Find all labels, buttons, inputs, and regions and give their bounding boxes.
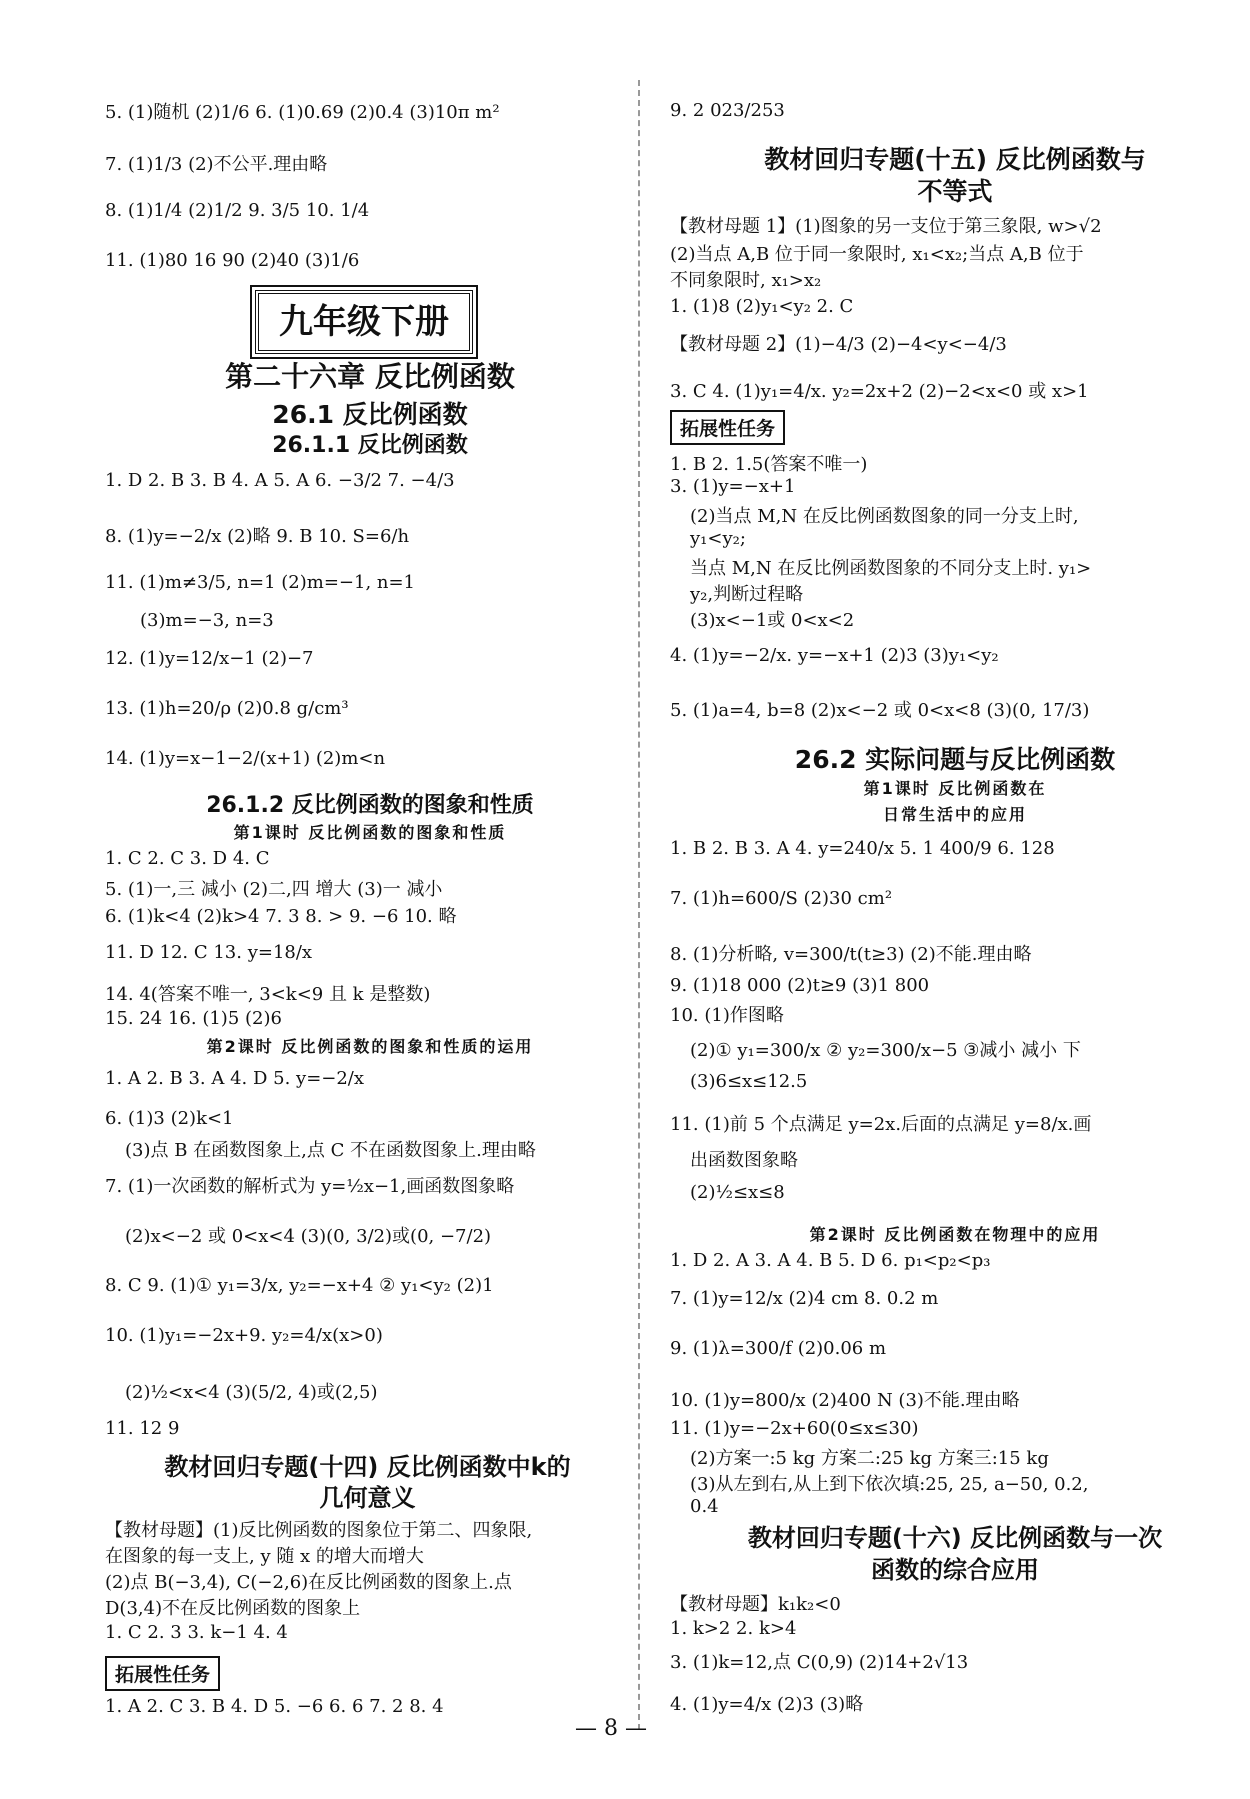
section-title: 26.1 反比例函数: [272, 400, 468, 429]
lesson-title: 第1课时 反比例函数的图象和性质: [233, 823, 507, 842]
answer-line: 1. k>2 2. k>4: [670, 1618, 797, 1639]
subsection-title: 26.1.2 反比例函数的图象和性质: [206, 793, 534, 818]
answer-line: (2)当点 A,B 位于同一象限时, x₁<x₂;当点 A,B 位于: [670, 244, 1084, 265]
answer-line: 5. (1)a=4, b=8 (2)x<−2 或 0<x<8 (3)(0, 17/3): [670, 700, 1090, 721]
answer-line: 【教材母题 1】(1)图象的另一支位于第三象限, w>√2: [670, 216, 1102, 237]
answer-line: 不同象限时, x₁>x₂: [670, 270, 822, 291]
answer-line: 5. (1)一,三 减小 (2)二,四 增大 (3)一 减小: [105, 879, 443, 900]
answer-line: (2)½≤x≤8: [690, 1182, 785, 1203]
answer-line: 15. 24 16. (1)5 (2)6: [105, 1008, 282, 1029]
answer-line: 1. (1)8 (2)y₁<y₂ 2. C: [670, 296, 854, 317]
topic-title: 几何意义: [319, 1484, 416, 1512]
answer-line: y₂,判断过程略: [690, 584, 804, 605]
answer-line: 10. (1)作图略: [670, 1005, 784, 1026]
topic-title: 教材回归专题(十四) 反比例函数中k的: [164, 1453, 571, 1481]
answer-line: 1. C 2. C 3. D 4. C: [105, 848, 270, 869]
answer-line: 1. C 2. 3 3. k−1 4. 4: [105, 1622, 288, 1643]
answer-line: 6. (1)k<4 (2)k>4 7. 3 8. > 9. −6 10. 略: [105, 906, 457, 927]
answer-line: 4. (1)y=−2/x. y=−x+1 (2)3 (3)y₁<y₂: [670, 645, 999, 666]
lesson-title: 第1课时 反比例函数在: [863, 779, 1047, 798]
answer-line: 1. B 2. B 3. A 4. y=240/x 5. 1 400/9 6. 128: [670, 838, 1055, 859]
answer-line: (2)当点 M,N 在反比例函数图象的同一分支上时,: [690, 506, 1079, 527]
answer-line: 9. 2 023/253: [670, 100, 785, 121]
answer-line: 【教材母题 2】(1)−4/3 (2)−4<y<−4/3: [670, 334, 1007, 355]
answer-line: 7. (1)一次函数的解析式为 y=½x−1,画函数图象略: [105, 1176, 515, 1197]
answer-line: 10. (1)y=800/x (2)400 N (3)不能.理由略: [670, 1390, 1020, 1411]
answer-line: 14. (1)y=x−1−2/(x+1) (2)m<n: [105, 748, 386, 769]
answer-line: 3. (1)k=12,点 C(0,9) (2)14+2√13: [670, 1652, 969, 1673]
answer-line: 9. (1)18 000 (2)t≥9 (3)1 800: [670, 975, 930, 996]
answer-line: (3)点 B 在函数图象上,点 C 不在函数图象上.理由略: [125, 1140, 536, 1161]
answer-line: 9. (1)λ=300/f (2)0.06 m: [670, 1338, 887, 1359]
answer-line: 8. (1)y=−2/x (2)略 9. B 10. S=6/h: [105, 526, 410, 547]
answer-line: (2)x<−2 或 0<x<4 (3)(0, 3/2)或(0, −7/2): [125, 1226, 492, 1247]
topic-title: 不等式: [917, 177, 993, 206]
answer-line: 14. 4(答案不唯一, 3<k<9 且 k 是整数): [105, 984, 431, 1005]
chapter-title: 第二十六章 反比例函数: [225, 360, 515, 393]
answer-line: 4. (1)y=4/x (2)3 (3)略: [670, 1694, 864, 1715]
answer-line: 1. A 2. B 3. A 4. D 5. y=−2/x: [105, 1068, 365, 1089]
answer-line: 11. D 12. C 13. y=18/x: [105, 942, 313, 963]
answer-line: (3)从左到右,从上到下依次填:25, 25, a−50, 0.2,: [690, 1474, 1089, 1495]
answer-line: 1. D 2. B 3. B 4. A 5. A 6. −3/2 7. −4/3: [105, 470, 455, 491]
answer-line: (3)m=−3, n=3: [140, 610, 274, 631]
answer-line: 3. (1)y=−x+1: [670, 476, 796, 497]
answer-line: 7. (1)1/3 (2)不公平.理由略: [105, 154, 328, 175]
answer-line: (2)点 B(−3,4), C(−2,6)在反比例函数的图象上.点: [105, 1572, 512, 1593]
subsection-title: 26.1.1 反比例函数: [272, 433, 468, 458]
answer-line: 13. (1)h=20/ρ (2)0.8 g/cm³: [105, 698, 349, 719]
lesson-title: 第2课时 反比例函数在物理中的应用: [809, 1225, 1101, 1244]
answer-line: 【教材母题】(1)反比例函数的图象位于第二、四象限,: [105, 1520, 533, 1541]
answer-line: 11. (1)前 5 个点满足 y=2x.后面的点满足 y=8/x.画: [670, 1114, 1092, 1135]
answer-line: 1. A 2. C 3. B 4. D 5. −6 6. 6 7. 2 8. 4: [105, 1696, 444, 1717]
answer-line: 3. C 4. (1)y₁=4/x. y₂=2x+2 (2)−2<x<0 或 x>1: [670, 381, 1089, 402]
grade-title: 九年级下册: [255, 290, 473, 354]
lesson-title: 第2课时 反比例函数的图象和性质的运用: [206, 1037, 534, 1056]
answer-line: y₁<y₂;: [690, 528, 746, 549]
answer-line: (3)x<−1或 0<x<2: [690, 610, 855, 631]
answer-line: 7. (1)y=12/x (2)4 cm 8. 0.2 m: [670, 1288, 939, 1309]
answer-line: 8. C 9. (1)① y₁=3/x, y₂=−x+4 ② y₁<y₂ (2)1: [105, 1275, 494, 1296]
page-number: — 8 —: [575, 1716, 647, 1741]
answer-line: 【教材母题】k₁k₂<0: [670, 1594, 841, 1615]
answer-line: D(3,4)不在反比例函数的图象上: [105, 1598, 361, 1619]
answer-line: (2)① y₁=300/x ② y₂=300/x−5 ③减小 减小 下: [690, 1040, 1081, 1061]
answer-line: 5. (1)随机 (2)1/6 6. (1)0.69 (2)0.4 (3)10π m²: [105, 102, 500, 123]
answer-line: (3)6≤x≤12.5: [690, 1071, 808, 1092]
answer-line: 8. (1)分析略, v=300/t(t≥3) (2)不能.理由略: [670, 944, 1032, 965]
answer-line: 8. (1)1/4 (2)1/2 9. 3/5 10. 1/4: [105, 200, 370, 221]
answer-line: 12. (1)y=12/x−1 (2)−7: [105, 648, 314, 669]
answer-line: 1. B 2. 1.5(答案不唯一): [670, 454, 868, 475]
topic-title: 教材回归专题(十六) 反比例函数与一次: [747, 1524, 1163, 1552]
answer-line: 10. (1)y₁=−2x+9. y₂=4/x(x>0): [105, 1325, 383, 1346]
answer-line: 7. (1)h=600/S (2)30 cm²: [670, 888, 893, 909]
answer-line: (2)½<x<4 (3)(5/2, 4)或(2,5): [125, 1382, 378, 1403]
answer-line: 当点 M,N 在反比例函数图象的不同分支上时. y₁>: [690, 558, 1092, 579]
task-label: 拓展性任务: [670, 410, 785, 445]
task-label: 拓展性任务: [105, 1656, 220, 1691]
answer-line: 在图象的每一支上, y 随 x 的增大而增大: [105, 1546, 424, 1567]
answer-line: (2)方案一:5 kg 方案二:25 kg 方案三:15 kg: [690, 1448, 1049, 1469]
answer-line: 11. (1)y=−2x+60(0≤x≤30): [670, 1418, 919, 1439]
answer-line: 11. (1)m≠3/5, n=1 (2)m=−1, n=1: [105, 572, 416, 593]
topic-title: 函数的综合应用: [871, 1556, 1039, 1584]
section-title: 26.2 实际问题与反比例函数: [794, 745, 1116, 774]
answer-line: 11. 12 9: [105, 1418, 180, 1439]
answer-line: 1. D 2. A 3. A 4. B 5. D 6. p₁<p₂<p₃: [670, 1250, 991, 1271]
topic-title: 教材回归专题(十五) 反比例函数与: [764, 145, 1146, 174]
answer-line: 出函数图象略: [690, 1150, 798, 1171]
answer-line: 6. (1)3 (2)k<1: [105, 1108, 234, 1129]
answer-line: 11. (1)80 16 90 (2)40 (3)1/6: [105, 250, 360, 271]
lesson-title: 日常生活中的应用: [882, 805, 1027, 824]
answer-line: 0.4: [690, 1496, 719, 1517]
